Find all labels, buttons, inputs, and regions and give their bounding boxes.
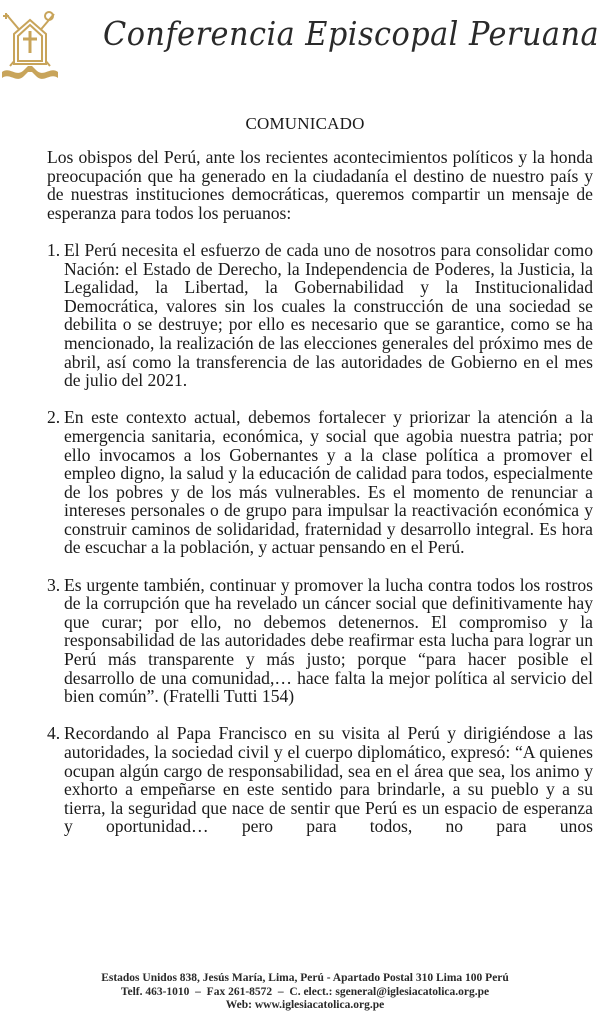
item-text: Es urgente también, continuar y promover la lucha contra todos los rostros de la corrupción que ha revelado un cáncer social que definitivamente hay que curar; por ello, no debemos detenernos. El compromiso y la responsabilidad de las autoridades debe reafirmar esta lucha para lograr un Perú más transparente y más justo; porque “para hacer posible el desarrollo de una comunidad,… hace falta la mejor política al servicio del bien común”. (Fratelli Tutti 154) [64, 574, 593, 707]
organization-name: Conferencia Episcopal Peruana [103, 14, 600, 53]
mitre-crosier-crest-icon [0, 8, 60, 84]
footer-web: Web: www.iglesiacatolica.org.pe [225, 999, 385, 1011]
item-text: El Perú necesita el esfuerzo de cada uno de nosotros para consolidar como Nación: el Estado de Derecho, la Independencia de Poderes, la Justicia, la Legalidad, la Libertad, la Gobernabilidad y la Institucionalidad Democrática, valores sin los cuales la construcción de una sociedad se debilita o se destruye; por ello es necesario que se garantice, como se ha mencionado, la realización de las elecciones generales del próximo mes de abril, así como la transferencia de las autoridades de Gobierno en el mes de julio del 2021. [64, 239, 593, 391]
list-item [47, 576, 593, 706]
list-item [47, 408, 593, 557]
list-item [47, 241, 593, 390]
item-number: 3. [47, 574, 61, 595]
item-number: 2. [47, 407, 61, 428]
item-text: Recordando al Papa Francisco en su visita al Perú y dirigiéndose a las autoridades, la sociedad civil y el cuerpo diplomático, expresó: “A quienes ocupan algún cargo de responsabilidad, sea en el área que sea, los animo y exhorto a empeñarse en este sentido para brindarle, a su pueblo y a su tierra, la seguridad que nace de sentir que Perú es un espacio de esperanza y oportunidad… pero para todos, no para unos [64, 723, 593, 837]
item-number: 4. [47, 723, 61, 744]
letterhead [0, 0, 610, 90]
footer-contact-line: Telf. 463-1010 – Fax 261-8572 – C. elect.: sgeneral@iglesiacatolica.org.pe [120, 985, 490, 998]
points-list [47, 241, 593, 836]
intro-paragraph: Los obispos del Perú, ante los recientes acontecimientos políticos y la honda preocupación que ha generado en la ciudadanía el destino de nuestro país y de nuestras instituciones democráticas, queremos compartir un mensaje de esperanza para todos los peruanos: [47, 147, 593, 223]
list-item [47, 724, 593, 836]
document-title: COMUNICADO [245, 114, 365, 133]
footer-address: Estados Unidos 838, Jesús María, Lima, Perú - Apartado Postal 310 Lima 100 Perú [101, 972, 509, 984]
document-body [47, 148, 593, 855]
item-number: 1. [47, 239, 61, 260]
item-text: En este contexto actual, debemos fortalecer y priorizar la atención a la emergencia sanitaria, económica, y social que agobia nuestra patria; por ello invocamos a los Gobernantes y a la clase política a promover el empleo digno, la salud y la educación de calidad para todos, especialmente de los pobres y de los más vulnerables. Es el momento de renunciar a intereses personales o de grupo para impulsar la reactivación económica y construir caminos de solidaridad, fraternidad y desarrollo integral. Es hora de escuchar a la población, y actuar pensando en el Perú. [64, 407, 593, 558]
footer-contact [0, 972, 610, 1013]
